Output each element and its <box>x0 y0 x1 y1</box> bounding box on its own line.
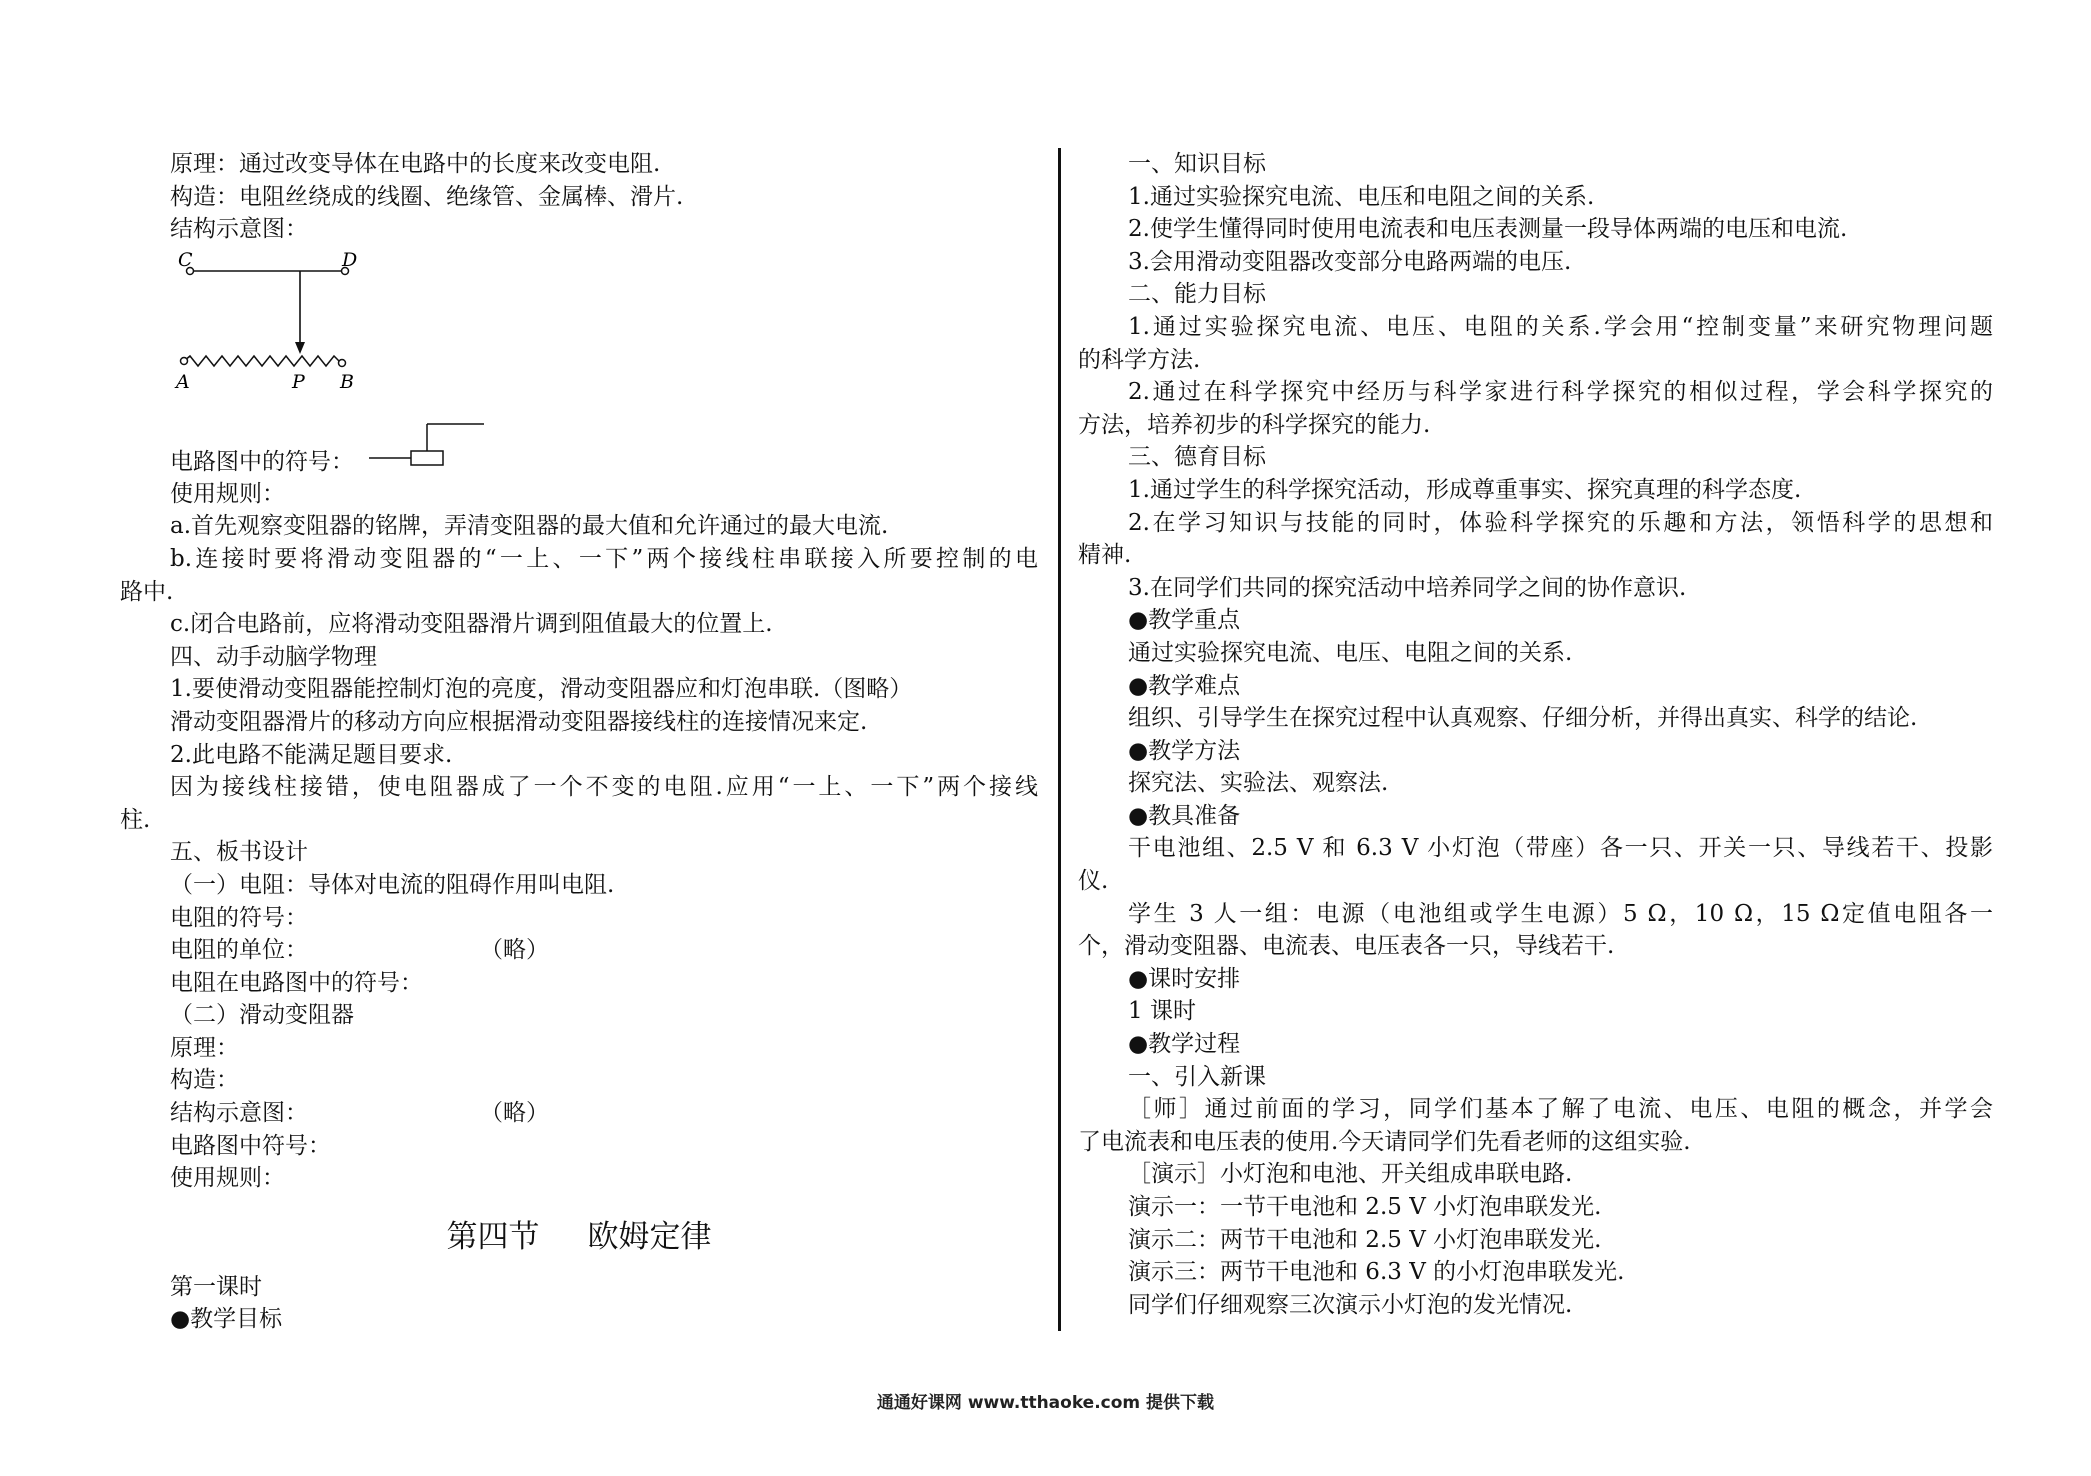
construction-line: 构造：电阻丝绕成的线圈、绝缘管、金属棒、滑片. <box>170 183 684 210</box>
rheostat-symbol <box>369 416 489 478</box>
structure-label: 结构示意图： <box>170 216 308 243</box>
circuit-symbol-line <box>120 416 1038 478</box>
right-column <box>1078 148 1993 1321</box>
ability-goal-1: 1.通过实验探究电流、电压、电阻的关系.学会用“控制变量”来研究物理问题 <box>1128 313 1993 340</box>
terminal-b <box>339 359 346 366</box>
section-five-heading: 五、板书设计 <box>170 839 308 866</box>
left-column <box>120 148 1038 1336</box>
knowledge-goal-3: 3.会用滑动变阻器改变部分电路两端的电压. <box>1128 248 1572 275</box>
board-resistance-circuit-symbol: 电阻在电路图中的符号： <box>170 969 423 996</box>
rheostat-structure-diagram <box>172 246 1038 416</box>
rheostat-diagram-svg <box>172 246 432 411</box>
answer-2: 2.此电路不能满足题目要求. <box>170 741 453 768</box>
answer-2-reason: 因为接线柱接错，使电阻器成了一个不变的电阻.应用“一上、一下”两个接线 <box>170 774 1038 801</box>
teacher-intro-cont: 了电流表和电压表的使用.今天请同学们先看老师的这组实验. <box>1078 1128 1691 1155</box>
board-resistance-unit-label: 电阻的单位： <box>170 937 308 964</box>
ability-goal-2: 2.通过在科学探究中经历与科学家进行科学探究的相似过程，学会科学探究的 <box>1128 379 1993 406</box>
label-d: D <box>342 248 358 271</box>
board-circuit-symbol: 电路图中符号： <box>170 1132 331 1159</box>
slider-arrow <box>295 342 305 354</box>
equipment-student: 学生 3 人一组：电源（电池组或学生电源）5 Ω，10 Ω，15 Ω定值电阻各一 <box>1128 900 1993 927</box>
rule-a: a.首先观察变阻器的铭牌，弄清变阻器的最大值和允许通过的最大电流. <box>170 513 889 540</box>
demo-setup: ［演示］小灯泡和电池、开关组成串联电路. <box>1128 1161 1573 1188</box>
board-resistance-def: （一）电阻：导体对电流的阻碍作用叫电阻. <box>170 871 615 898</box>
rule-c: c.闭合电路前，应将滑动变阻器滑片调到阻值最大的位置上. <box>170 611 773 638</box>
moral-goal-2-cont: 精神. <box>1078 542 1132 569</box>
moral-goals-heading: 三、德育目标 <box>1128 444 1266 471</box>
usage-rules-heading: 使用规则： <box>170 480 285 507</box>
ability-goal-2-cont: 方法，培养初步的科学探究的能力. <box>1078 411 1431 438</box>
teacher-intro: ［师］通过前面的学习，同学们基本了解了电流、电压、电阻的概念，并学会 <box>1128 1096 1993 1123</box>
board-resistance-symbol: 电阻的符号： <box>170 904 308 931</box>
circuit-symbol-label: 电路图中的符号： <box>170 448 354 475</box>
board-rheostat-heading: （二）滑动变阻器 <box>170 1002 354 1029</box>
board-omitted-1: （略） <box>480 937 549 964</box>
difficulties-heading: ●教学难点 <box>1128 672 1241 699</box>
difficulties: 组织、引导学生在探究过程中认真观察、仔细分析，并得出真实、科学的结论. <box>1128 705 1918 732</box>
demo-1: 演示一：一节干电池和 2.5 V 小灯泡串联发光. <box>1128 1194 1602 1220</box>
principle-line: 原理：通过改变导体在电路中的长度来改变电阻. <box>170 151 661 177</box>
teaching-goals-heading: ●教学目标 <box>170 1306 283 1333</box>
board-structure-label: 结构示意图： <box>170 1100 308 1127</box>
key-points: 通过实验探究电流、电压、电阻之间的关系. <box>1128 639 1573 666</box>
board-resistance-unit <box>120 934 1038 967</box>
answer-1: 1.要使滑动变阻器能控制灯泡的亮度，滑动变阻器应和灯泡串联.（图略） <box>170 676 913 703</box>
rule-b: b.连接时要将滑动变阻器的“一上、一下”两个接线柱串联接入所要控制的电 <box>170 545 1038 572</box>
schedule-heading: ●课时安排 <box>1128 965 1241 992</box>
ability-goals-heading: 二、能力目标 <box>1128 281 1266 308</box>
moral-goal-2: 2.在学习知识与技能的同时，体验科学探究的乐趣和方法，领悟科学的思想和 <box>1128 509 1993 536</box>
first-lesson: 第一课时 <box>170 1273 262 1300</box>
answer-2-reason-cont: 柱. <box>120 806 151 833</box>
section-title-name: 欧姆定律 <box>587 1218 712 1255</box>
label-b: B <box>340 370 354 393</box>
terminal-a <box>181 357 188 364</box>
answer-1-note: 滑动变阻器滑片的移动方向应根据滑动变阻器接线柱的连接情况来定. <box>170 708 868 735</box>
board-usage-rules: 使用规则： <box>170 1165 285 1192</box>
coil <box>184 356 342 366</box>
board-construction: 构造： <box>170 1067 239 1094</box>
ability-goal-1-cont: 的科学方法. <box>1078 346 1201 373</box>
demo-observe: 同学们仔细观察三次演示小灯泡的发光情况. <box>1128 1291 1573 1318</box>
knowledge-goals-heading: 一、知识目标 <box>1128 151 1266 177</box>
knowledge-goal-2: 2.使学生懂得同时使用电流表和电压表测量一段导体两端的电压和电流. <box>1128 216 1848 243</box>
board-principle: 原理： <box>170 1034 239 1061</box>
label-a: A <box>176 370 190 393</box>
knowledge-goal-1: 1.通过实验探究电流、电压和电阻之间的关系. <box>1128 183 1595 210</box>
label-p: P <box>292 370 305 393</box>
footer: 通通好课网 www.tthaoke.com 提供下载 <box>876 1393 1215 1413</box>
board-omitted-2: （略） <box>480 1100 549 1127</box>
demo-2: 演示二：两节干电池和 2.5 V 小灯泡串联发光. <box>1128 1226 1602 1253</box>
intro-heading: 一、引入新课 <box>1128 1063 1266 1090</box>
equipment-teacher-cont: 仪. <box>1078 868 1109 895</box>
rule-b-cont: 路中. <box>120 578 174 605</box>
moral-goal-3: 3.在同学们共同的探究活动中培养同学之间的协作意识. <box>1128 574 1687 601</box>
column-divider <box>1058 148 1061 1331</box>
methods: 探究法、实验法、观察法. <box>1128 770 1389 797</box>
methods-heading: ●教学方法 <box>1128 737 1241 764</box>
equipment-heading: ●教具准备 <box>1128 802 1241 829</box>
process-heading: ●教学过程 <box>1128 1031 1241 1058</box>
moral-goal-1: 1.通过学生的科学探究活动，形成尊重事实、探究真理的科学态度. <box>1128 476 1802 503</box>
equipment-student-cont: 个，滑动变阻器、电流表、电压表各一只，导线若干. <box>1078 933 1615 960</box>
section-title-number: 第四节 <box>446 1218 540 1255</box>
section-title <box>120 1203 1038 1271</box>
demo-3: 演示三：两节干电池和 6.3 V 的小灯泡串联发光. <box>1128 1259 1625 1286</box>
equipment-teacher: 干电池组、2.5 V 和 6.3 V 小灯泡（带座）各一只、开关一只、导线若干、投影 <box>1128 835 1993 862</box>
board-structure <box>120 1097 1038 1130</box>
schedule: 1 课时 <box>1128 998 1196 1025</box>
label-c: C <box>178 248 193 271</box>
section-four-heading: 四、动手动脑学物理 <box>170 643 377 670</box>
key-points-heading: ●教学重点 <box>1128 607 1241 634</box>
